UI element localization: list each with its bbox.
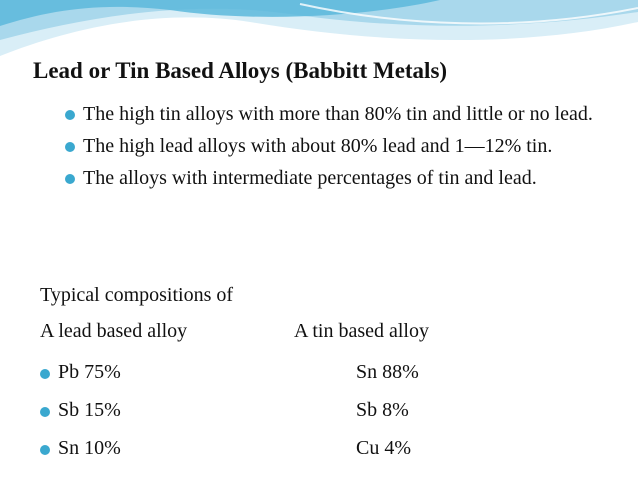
lead-alloy-component: Sn 10% xyxy=(58,437,121,459)
bullet-list xyxy=(65,101,601,197)
tin-alloy-heading: A tin based alloy xyxy=(294,320,429,342)
bullet-dot-icon xyxy=(65,142,75,152)
tin-alloy-component: Cu 4% xyxy=(356,437,411,459)
tin-alloy-component: Sb 8% xyxy=(356,399,409,421)
bullet-dot-icon xyxy=(40,445,50,455)
bullet-dot-icon xyxy=(65,174,75,184)
composition-row xyxy=(40,437,600,465)
lead-alloy-component: Pb 75% xyxy=(58,361,121,383)
tin-alloy-component: Sn 88% xyxy=(356,361,419,383)
bullet-item xyxy=(65,133,601,160)
composition-row xyxy=(40,361,600,389)
composition-row xyxy=(40,399,600,427)
bullet-item xyxy=(65,101,601,128)
bullet-dot-icon xyxy=(65,110,75,120)
bullet-dot-icon xyxy=(40,369,50,379)
bullet-text: The high tin alloys with more than 80% tin and little or no lead. xyxy=(83,103,593,125)
bullet-dot-icon xyxy=(40,407,50,417)
bullet-item xyxy=(65,165,601,192)
bullet-text: The alloys with intermediate percentages of tin and lead. xyxy=(83,167,537,189)
typical-compositions-heading: Typical compositions of xyxy=(40,284,234,306)
slide-title: Lead or Tin Based Alloys (Babbitt Metals) xyxy=(33,58,448,83)
lead-alloy-component: Sb 15% xyxy=(58,399,121,421)
lead-alloy-heading: A lead based alloy xyxy=(40,320,188,342)
bullet-text: The high lead alloys with about 80% lead and 1—12% tin. xyxy=(83,135,553,157)
column-headings xyxy=(40,320,600,348)
